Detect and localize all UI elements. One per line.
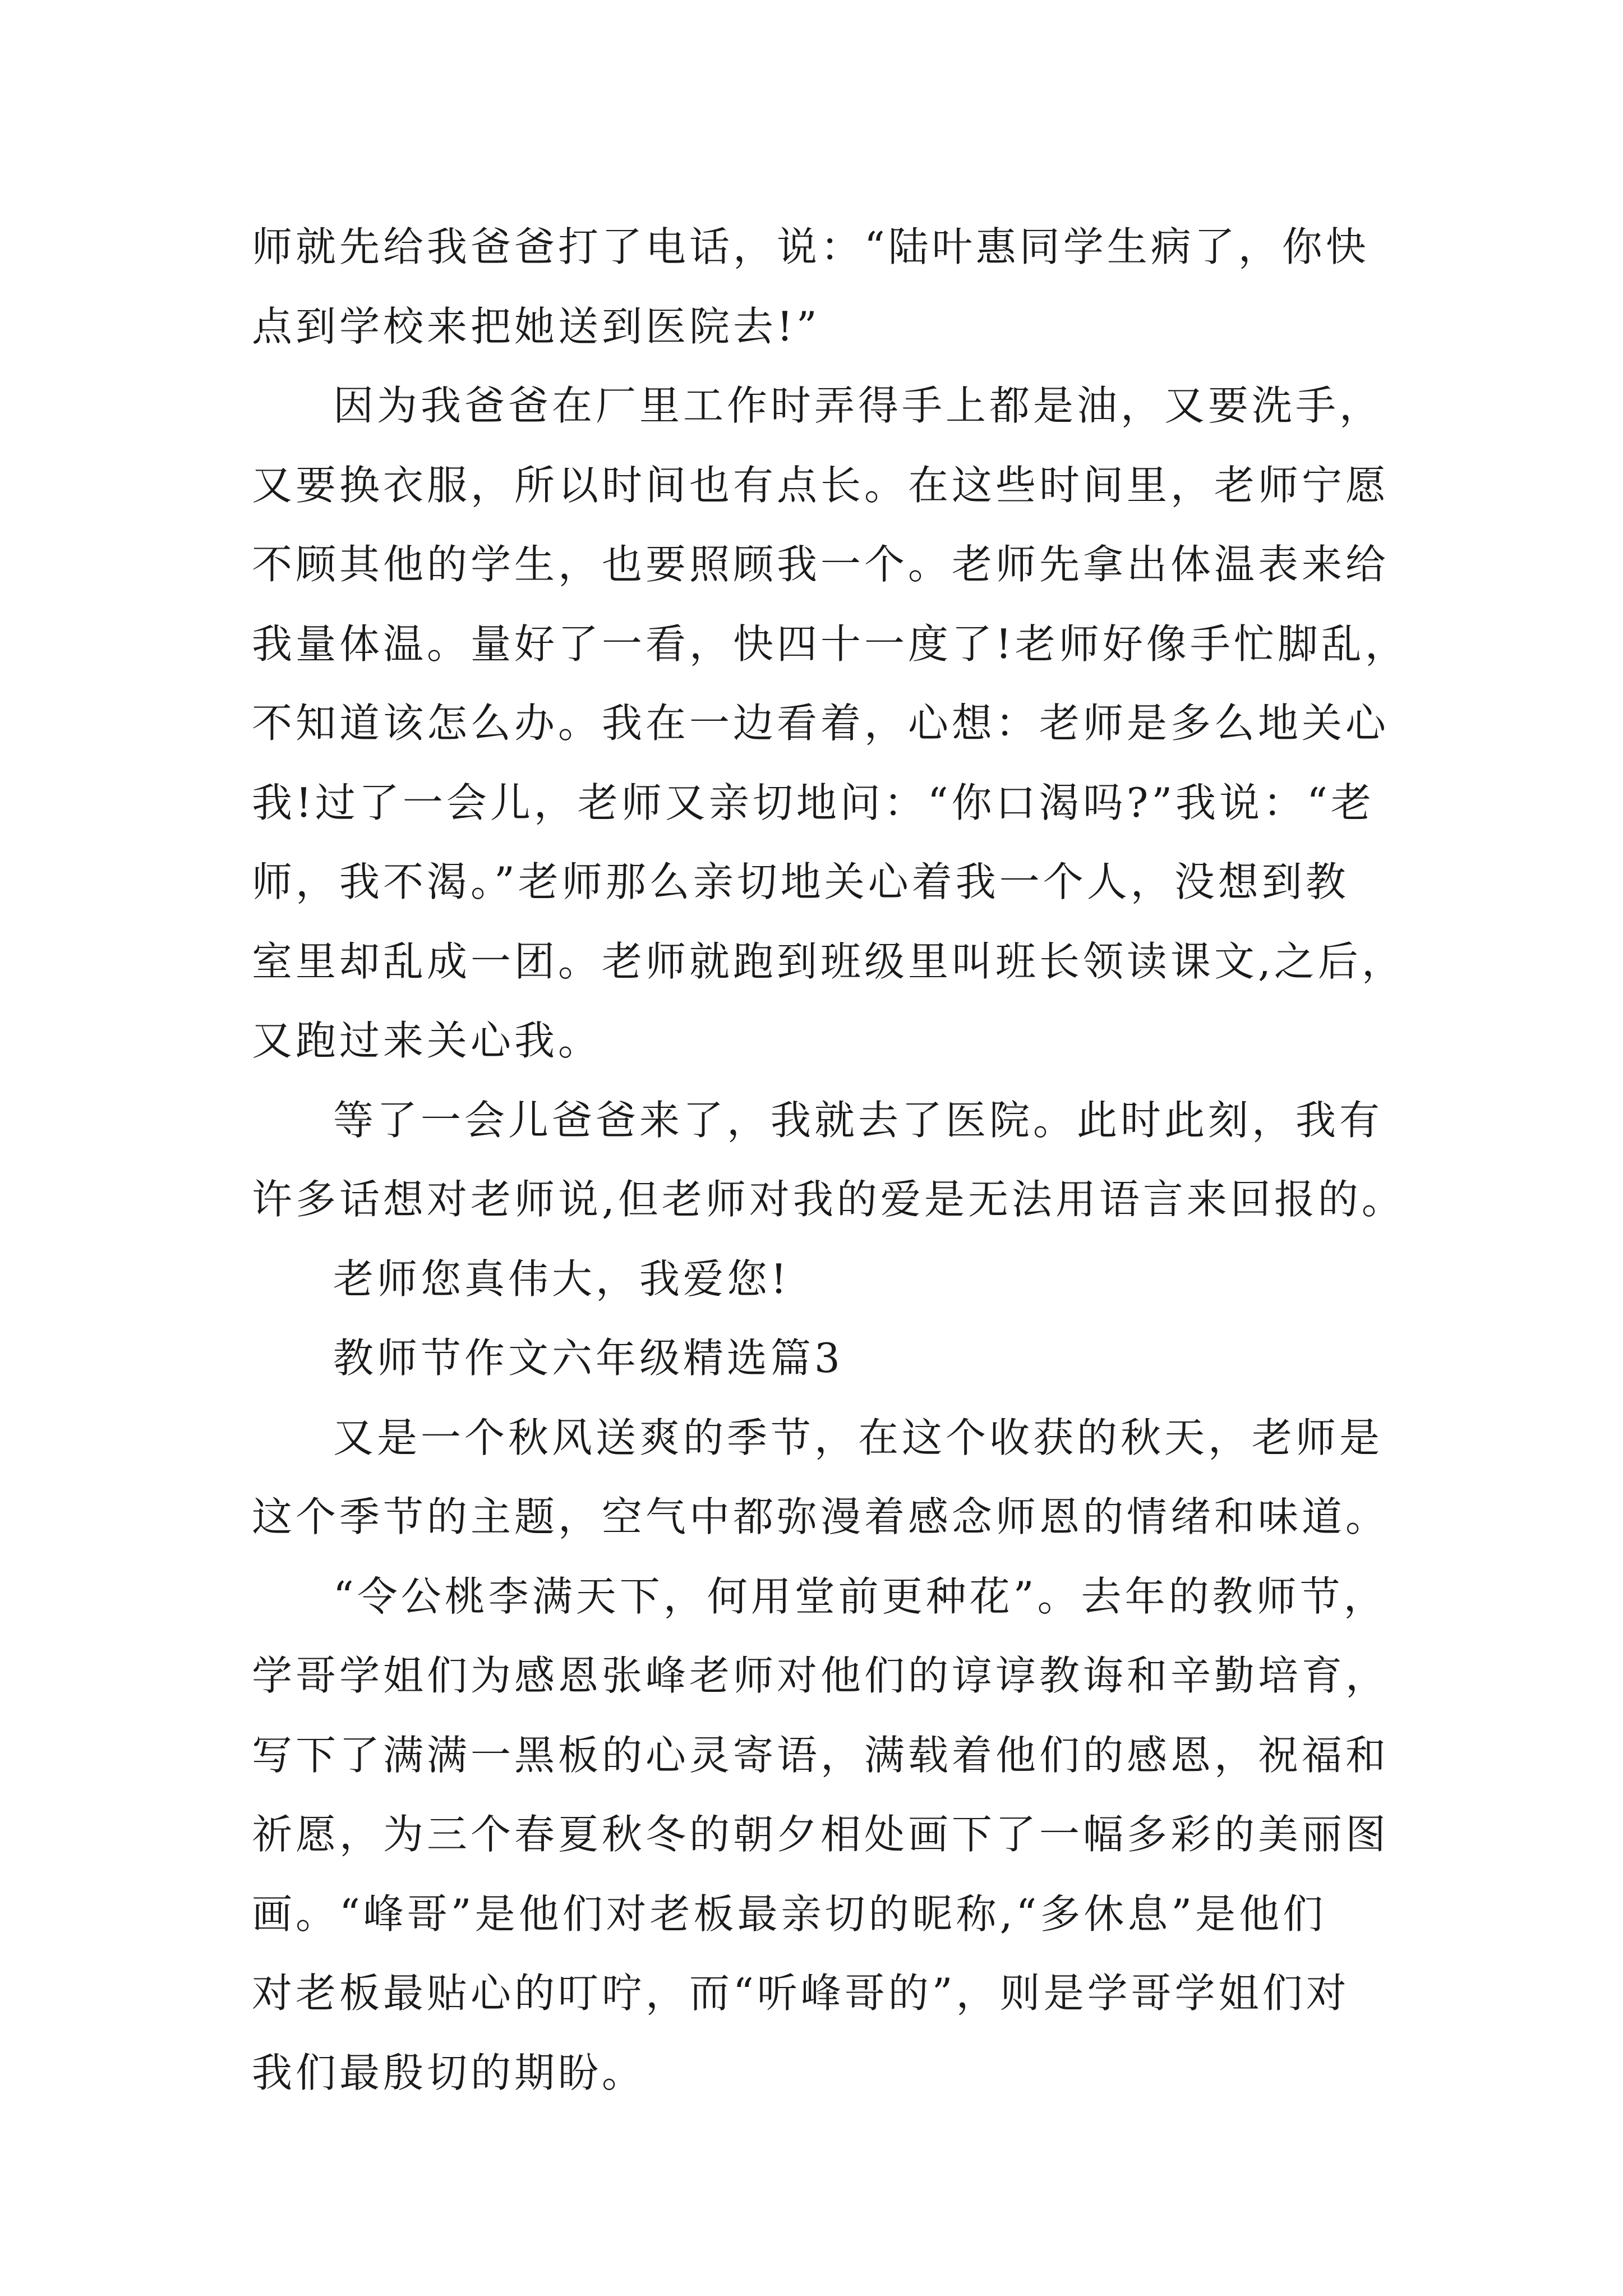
text-line: 写下了满满一黑板的心灵寄语，满载着他们的感恩，祝福和 [252,1731,1390,1779]
document-body [252,208,1409,2113]
text-line: 我!过了一会儿，老师又亲切地问：“你口渴吗?”我说：“老 [252,779,1375,826]
text-line: 许多话想对老师说,但老师对我的爱是无法用语言来回报的。 [252,1176,1405,1223]
text-line: 我们最殷切的期盼。 [252,2049,646,2096]
text-line: “令公桃李满天下，何用堂前更种花”。去年的教师节， [333,1572,1387,1620]
text-line: 室里却乱成一团。老师就跑到班级里叫班长领读课文,之后， [252,937,1405,985]
text-line: 学哥学姐们为感恩张峰老师对他们的谆谆教诲和辛勤培育， [252,1652,1390,1699]
text-line: 又要换衣服，所以时间也有点长。在这些时间里，老师宁愿 [252,461,1390,509]
text-line: 不知道该怎么办。我在一边看着，心想：老师是多么地关心 [252,700,1390,747]
section-heading: 教师节作文六年级精选篇3 [333,1335,843,1382]
text-line: 因为我爸爸在厂里工作时弄得手上都是油，又要洗手， [333,382,1384,429]
text-line: 这个季节的主题，空气中都弥漫着感念师恩的情绪和味道。 [252,1493,1390,1540]
text-line: 祈愿，为三个春夏秋冬的朝夕相处画下了一幅多彩的美丽图 [252,1811,1390,1858]
text-line: 师，我不渴。”老师那么亲切地关心着我一个人，没想到教 [252,858,1349,905]
text-line: 不顾其他的学生，也要照顾我一个。老师先拿出体温表来给 [252,541,1390,588]
text-line: 我量体温。量好了一看，快四十一度了!老师好像手忙脚乱， [252,620,1409,668]
text-line: 等了一会儿爸爸来了，我就去了医院。此时此刻，我有 [333,1096,1384,1144]
text-line: 老师您真伟大，我爱您! [333,1255,790,1303]
text-line: 对老板最贴心的叮咛，而“听峰哥的”，则是学哥学姐们对 [252,1970,1350,2017]
text-line: 又是一个秋风送爽的季节，在这个收获的秋天，老师是 [333,1414,1384,1461]
text-line: 画。“峰哥”是他们对老板最亲切的昵称,“多休息”是他们 [252,1890,1327,1938]
text-line: 又跑过来关心我。 [252,1017,602,1064]
text-line: 点到学校来把她送到医院去!” [252,302,820,350]
text-line: 师就先给我爸爸打了电话，说：“陆叶惠同学生病了，你快 [252,223,1370,270]
